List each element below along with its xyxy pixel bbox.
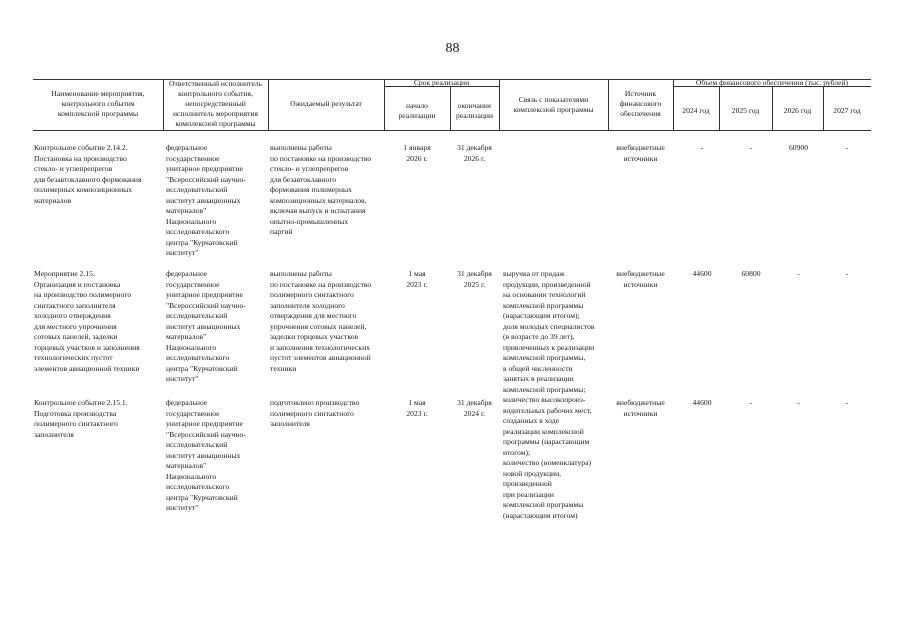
header-funding-group: Объем финансового обеспечения (тыс. рублей) — [695, 78, 849, 87]
header-year-2026: 2026 год — [783, 106, 812, 115]
row-2024: - — [700, 143, 704, 152]
header-year-2027: 2027 год — [833, 106, 861, 115]
row-expected: выполнены работы по постановке на производство полимерного синтактного заполнителя холодного отверждения для местного упрочнения сотовых панелей, заделки торцевых участков и заполнения технологических пустот элементов авиационной техники — [270, 269, 372, 373]
row-source: внебюджетные источники — [616, 398, 665, 418]
row-name: Мероприятие 2.15. Организация и постановка на производство полимерного синтактного заполнителя холодного отверждения для местного упрочнения сотовых панелей, заделки торцевых участков и заполнения технологических пустот элементов авиационной техники — [34, 269, 140, 373]
row-source: внебюджетные источники — [616, 143, 665, 163]
row-2024: 44600 — [692, 398, 712, 407]
row-2026: - — [797, 398, 800, 407]
row-2027: - — [845, 269, 849, 278]
header-expected: Ожидаемый результат — [290, 99, 362, 108]
row-responsible: федеральное государственное унитарное предприятие "Всероссийский научно- исследовательский институт авиационных материалов" Национального исследовательского центра "Курчатовский институт" — [166, 398, 246, 512]
row-2024: 44600 — [692, 269, 712, 278]
header-end: окончание реализации — [455, 101, 494, 120]
header-year-2025: 2025 год — [731, 106, 760, 115]
header-responsible: Ответственный исполнитель контрольного события, непосредственный исполнитель мероприятия комплексной программы — [169, 79, 262, 128]
row-2025: - — [749, 143, 753, 152]
header-year-2024: 2024 год — [682, 106, 710, 115]
row-2026: 60900 — [789, 143, 808, 152]
row-responsible: федеральное государственное унитарное предприятие "Всероссийский научно- исследовательский институт авиационных материалов" Национального исследовательского центра "Курчатовский институт" — [166, 143, 246, 257]
row-responsible: федеральное государственное унитарное предприятие "Всероссийский научно- исследовательский институт авиационных материалов" Национального исследовательского центра "Курчатовский институт" — [166, 269, 246, 383]
row-end: 31 декабря 2025 г. — [457, 269, 492, 289]
header-period-group: Срок реализации — [413, 78, 470, 87]
row-2027: - — [845, 143, 849, 152]
row-name: Контрольное событие 2.15.1. Подготовка производства полимерного синтактного заполнителя — [34, 398, 128, 439]
row-end: 31 декабря 2024 г. — [457, 398, 492, 418]
row-start: 1 января 2026 г. — [403, 143, 431, 163]
header-link: Связь с показателями комплексной программы — [513, 95, 594, 114]
row-start: 1 мая 2023 г. — [406, 269, 428, 289]
header-name: Наименование мероприятия, контрольного события комплексной программы — [51, 89, 145, 118]
row-expected: выполнены работы по постановке на производство стекло- и углепрепрегов для безавтоклавного формования полимерных композиционных материалов, включая выпуск и испытания опытно-промышленных партий — [270, 143, 372, 236]
row-2025: 60800 — [741, 269, 761, 278]
header-bottom-rule — [33, 130, 871, 131]
header-source: Источник финансового обеспечения — [619, 89, 662, 118]
row-2027: - — [845, 398, 849, 407]
row-end: 31 декабря 2026 г. — [457, 143, 492, 163]
row-source: внебюджетные источники — [616, 269, 665, 289]
row-2025: - — [749, 398, 753, 407]
row-name: Контрольное событие 2.14.2. Постановка на производство стекло- и углепрепрегов для безавтоклавного формования полимерных композиционных материалов — [34, 143, 142, 205]
row-expected: подготовлено производство полимерного синтактного заполнителя — [270, 398, 360, 428]
row-2026: - — [797, 269, 800, 278]
header-start: начало реализации — [398, 101, 436, 120]
page-number: 88 — [445, 41, 460, 56]
row-start: 1 мая 2023 г. — [406, 398, 428, 418]
row-link: выручка от продаж продукции, произведенной на основании технологий комплексной программы (нарастающим итогом); доля молодых специалистов (в возрасте до 39 лет), привлеченных к реализации комплексной программы, в общей численности занятых в реализации комплексной программы; количество высокопроиз- водительных рабочих мест, созданных в ходе реализации комплексной программы (нарастающим итогом); количество (номенклатура) новой продукции, произведенной при реализации комплексной программы (нарастающим итогом) — [503, 269, 595, 520]
